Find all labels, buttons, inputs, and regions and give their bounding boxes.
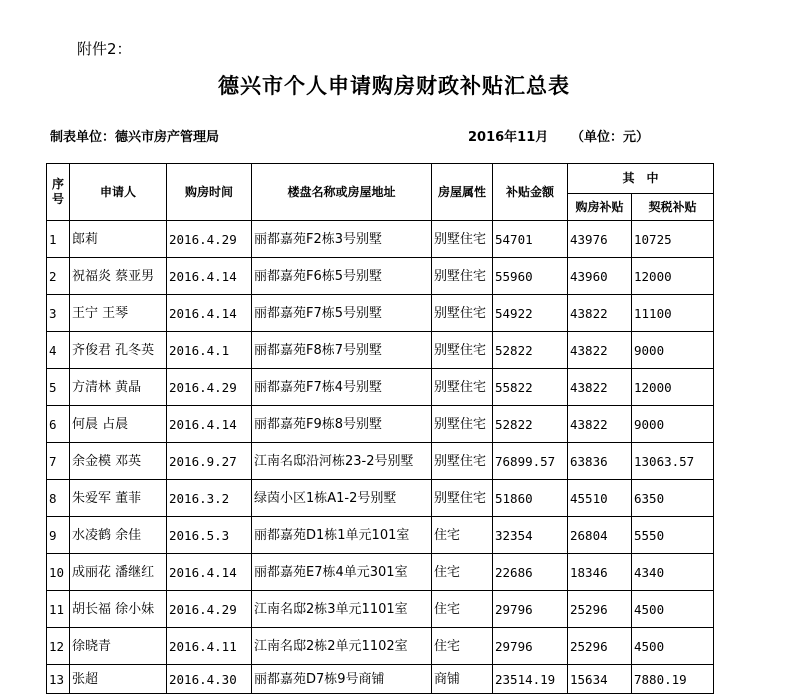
- row-purchase-date: 2016.4.29: [167, 221, 252, 258]
- row-property-type: 住宅: [432, 591, 493, 628]
- row-purchase-date: 2016.4.29: [167, 369, 252, 406]
- row-address: 丽都嘉苑F7栋5号别墅: [252, 295, 432, 332]
- row-purchase-date: 2016.4.14: [167, 554, 252, 591]
- row-purchase-subsidy: 25296: [568, 628, 632, 665]
- row-deed-tax-subsidy: 12000: [632, 258, 714, 295]
- row-purchase-date: 2016.4.29: [167, 591, 252, 628]
- row-purchase-date: 2016.4.30: [167, 665, 252, 694]
- row-property-type: 别墅住宅: [432, 332, 493, 369]
- row-purchase-subsidy: 45510: [568, 480, 632, 517]
- header-applicant: 申请人: [70, 164, 167, 221]
- row-seq: 6: [47, 406, 70, 443]
- header-property-type: 房屋属性: [432, 164, 493, 221]
- row-subsidy-amount: 51860: [493, 480, 568, 517]
- page-title: 德兴市个人申请购房财政补贴汇总表: [218, 74, 570, 98]
- row-seq: 1: [47, 221, 70, 258]
- row-purchase-date: 2016.5.3: [167, 517, 252, 554]
- row-purchase-subsidy: 43822: [568, 406, 632, 443]
- row-address: 绿茵小区1栋A1-2号别墅: [252, 480, 432, 517]
- row-subsidy-amount: 52822: [493, 406, 568, 443]
- row-address: 江南名邸2栋3单元1101室: [252, 591, 432, 628]
- table-row: [47, 406, 714, 443]
- row-deed-tax-subsidy: 11100: [632, 295, 714, 332]
- row-property-type: 住宅: [432, 628, 493, 665]
- row-applicant: 徐晓青: [70, 628, 167, 665]
- row-applicant: 方清林 黄晶: [70, 369, 167, 406]
- row-property-type: 别墅住宅: [432, 369, 493, 406]
- row-deed-tax-subsidy: 9000: [632, 332, 714, 369]
- table-row: [47, 443, 714, 480]
- row-applicant: 何晨 占晨: [70, 406, 167, 443]
- table-row: [47, 591, 714, 628]
- header-purchase-subsidy: 购房补贴: [568, 194, 632, 221]
- row-seq: 4: [47, 332, 70, 369]
- attachment-label: 附件2：: [77, 40, 132, 58]
- table-row: [47, 665, 714, 694]
- row-purchase-subsidy: 43822: [568, 332, 632, 369]
- row-address: 丽都嘉苑F8栋7号别墅: [252, 332, 432, 369]
- row-seq: 10: [47, 554, 70, 591]
- row-property-type: 别墅住宅: [432, 295, 493, 332]
- row-applicant: 张超: [70, 665, 167, 694]
- row-seq: 9: [47, 517, 70, 554]
- row-subsidy-amount: 29796: [493, 591, 568, 628]
- row-applicant: 余金模 邓英: [70, 443, 167, 480]
- row-purchase-subsidy: 43976: [568, 221, 632, 258]
- row-address: 江南名邸沿河栋23-2号别墅: [252, 443, 432, 480]
- row-address: 江南名邸2栋2单元1102室: [252, 628, 432, 665]
- table-row: [47, 258, 714, 295]
- table-row: [47, 295, 714, 332]
- row-applicant: 祝福炎 蔡亚男: [70, 258, 167, 295]
- row-address: 丽都嘉苑D7栋9号商铺: [252, 665, 432, 694]
- row-purchase-subsidy: 43822: [568, 369, 632, 406]
- row-seq: 5: [47, 369, 70, 406]
- row-subsidy-amount: 32354: [493, 517, 568, 554]
- row-applicant: 成丽花 潘继红: [70, 554, 167, 591]
- row-purchase-subsidy: 26804: [568, 517, 632, 554]
- row-purchase-subsidy: 63836: [568, 443, 632, 480]
- row-property-type: 住宅: [432, 554, 493, 591]
- issuing-unit: 制表单位：德兴市房产管理局: [50, 130, 220, 145]
- table-row: [47, 369, 714, 406]
- row-purchase-date: 2016.4.1: [167, 332, 252, 369]
- row-deed-tax-subsidy: 4500: [632, 591, 714, 628]
- row-deed-tax-subsidy: 13063.57: [632, 443, 714, 480]
- subsidy-table: [46, 163, 714, 694]
- row-subsidy-amount: 22686: [493, 554, 568, 591]
- row-deed-tax-subsidy: 7880.19: [632, 665, 714, 694]
- row-subsidy-amount: 54701: [493, 221, 568, 258]
- row-address: 丽都嘉苑F6栋5号别墅: [252, 258, 432, 295]
- row-applicant: 王宁 王琴: [70, 295, 167, 332]
- row-property-type: 商铺: [432, 665, 493, 694]
- header-subsidy-amount: 补贴金额: [493, 164, 568, 221]
- row-address: 丽都嘉苑F2栋3号别墅: [252, 221, 432, 258]
- header-deed-tax-subsidy: 契税补贴: [632, 194, 714, 221]
- header-seq: 序号: [47, 164, 70, 221]
- row-subsidy-amount: 54922: [493, 295, 568, 332]
- header-address: 楼盘名称或房屋地址: [252, 164, 432, 221]
- header-among: 其 中: [568, 164, 714, 194]
- row-purchase-date: 2016.4.14: [167, 258, 252, 295]
- row-deed-tax-subsidy: 10725: [632, 221, 714, 258]
- row-purchase-subsidy: 43822: [568, 295, 632, 332]
- row-address: 丽都嘉苑E7栋4单元301室: [252, 554, 432, 591]
- row-subsidy-amount: 55960: [493, 258, 568, 295]
- row-purchase-date: 2016.4.14: [167, 295, 252, 332]
- row-address: 丽都嘉苑F9栋8号别墅: [252, 406, 432, 443]
- row-purchase-subsidy: 43960: [568, 258, 632, 295]
- table-row: [47, 480, 714, 517]
- row-subsidy-amount: 23514.19: [493, 665, 568, 694]
- row-purchase-date: 2016.3.2: [167, 480, 252, 517]
- row-deed-tax-subsidy: 9000: [632, 406, 714, 443]
- row-seq: 11: [47, 591, 70, 628]
- row-deed-tax-subsidy: 6350: [632, 480, 714, 517]
- money-unit: （单位：元）: [571, 130, 650, 145]
- row-property-type: 住宅: [432, 517, 493, 554]
- row-applicant: 水凌鹤 余佳: [70, 517, 167, 554]
- row-subsidy-amount: 29796: [493, 628, 568, 665]
- row-purchase-date: 2016.4.11: [167, 628, 252, 665]
- row-subsidy-amount: 76899.57: [493, 443, 568, 480]
- row-purchase-subsidy: 15634: [568, 665, 632, 694]
- row-subsidy-amount: 52822: [493, 332, 568, 369]
- row-purchase-date: 2016.9.27: [167, 443, 252, 480]
- row-seq: 3: [47, 295, 70, 332]
- row-deed-tax-subsidy: 5550: [632, 517, 714, 554]
- table-row: [47, 517, 714, 554]
- row-property-type: 别墅住宅: [432, 480, 493, 517]
- row-seq: 8: [47, 480, 70, 517]
- row-seq: 2: [47, 258, 70, 295]
- header-purchase-date: 购房时间: [167, 164, 252, 221]
- row-deed-tax-subsidy: 12000: [632, 369, 714, 406]
- row-purchase-subsidy: 18346: [568, 554, 632, 591]
- row-seq: 13: [47, 665, 70, 694]
- row-address: 丽都嘉苑D1栋1单元101室: [252, 517, 432, 554]
- table-row: [47, 554, 714, 591]
- table-row: [47, 221, 714, 258]
- row-subsidy-amount: 55822: [493, 369, 568, 406]
- row-applicant: 齐俊君 孔冬英: [70, 332, 167, 369]
- table-row: [47, 628, 714, 665]
- row-property-type: 别墅住宅: [432, 443, 493, 480]
- row-deed-tax-subsidy: 4500: [632, 628, 714, 665]
- row-property-type: 别墅住宅: [432, 406, 493, 443]
- row-property-type: 别墅住宅: [432, 221, 493, 258]
- row-address: 丽都嘉苑F7栋4号别墅: [252, 369, 432, 406]
- row-property-type: 别墅住宅: [432, 258, 493, 295]
- row-applicant: 郎莉: [70, 221, 167, 258]
- table-row: [47, 332, 714, 369]
- row-applicant: 胡长福 徐小妹: [70, 591, 167, 628]
- row-seq: 12: [47, 628, 70, 665]
- report-date: 2016年11月: [468, 130, 549, 145]
- row-applicant: 朱爱军 董菲: [70, 480, 167, 517]
- row-purchase-date: 2016.4.14: [167, 406, 252, 443]
- row-deed-tax-subsidy: 4340: [632, 554, 714, 591]
- row-seq: 7: [47, 443, 70, 480]
- row-purchase-subsidy: 25296: [568, 591, 632, 628]
